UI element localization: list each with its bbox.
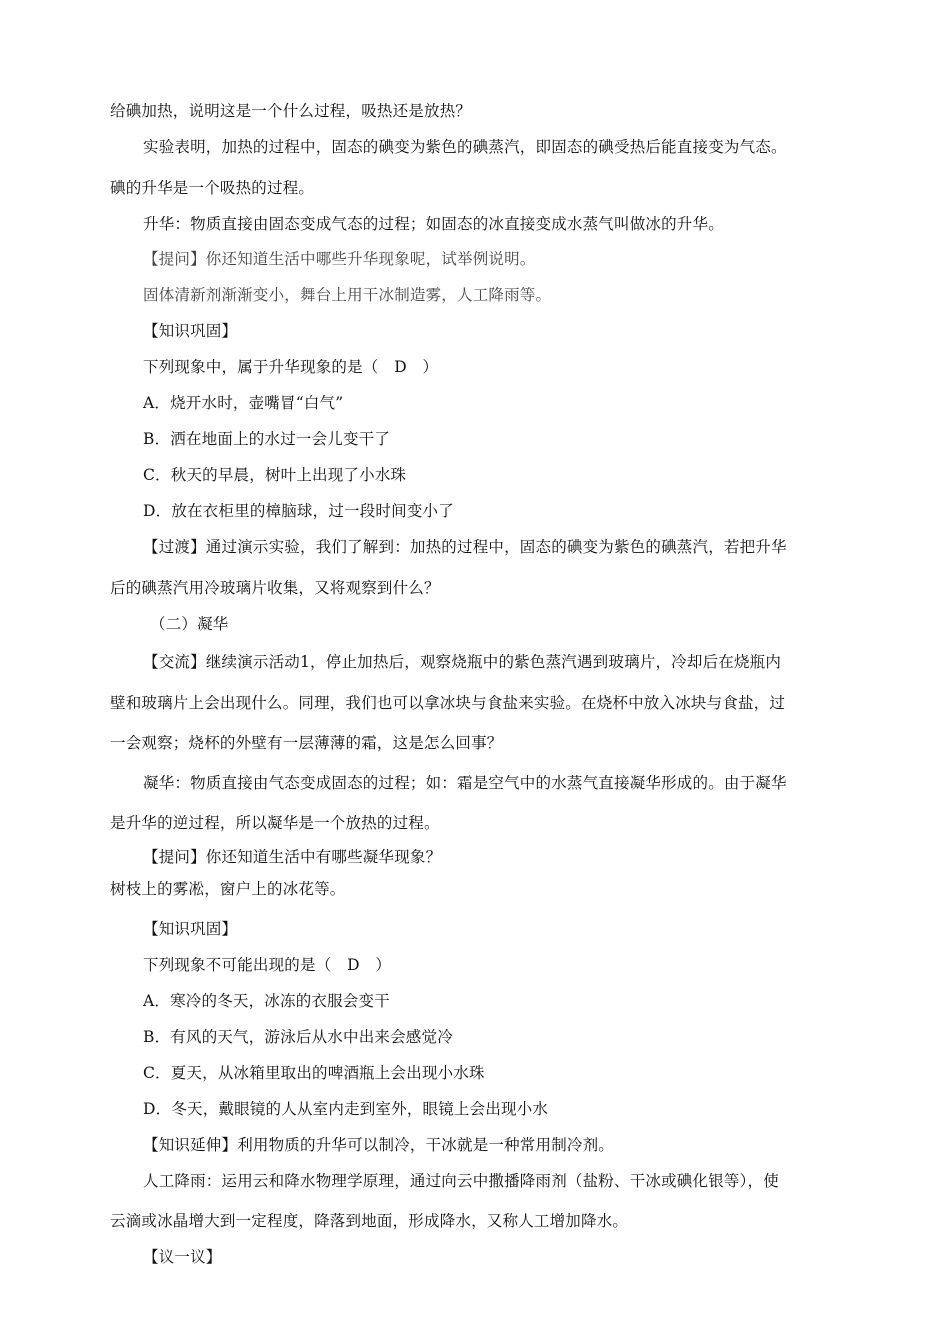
exercise-question: 下列现象中，属于升华现象的是（ D ） <box>143 358 439 376</box>
text-line: 树枝上的雾凇，窗户上的冰花等。 <box>110 880 346 898</box>
text-line: 固体清新剂渐渐变小，舞台上用干冰制造雾，人工降雨等。 <box>143 286 552 304</box>
question-line: 【提问】你还知道生活中有哪些凝华现象？ <box>143 848 442 866</box>
text-line: 凝华：物质直接由气态变成固态的过程；如：霜是空气中的水蒸气直接凝华形成的。由于凝华 <box>143 774 787 792</box>
exercise-option: D．冬天，戴眼镜的人从室内走到室外，眼镜上会出现小水 <box>143 1100 549 1118</box>
exercise-option: A．寒冷的冬天，冰冻的衣服会变干 <box>143 992 390 1010</box>
text-line: 后的碘蒸汽用冷玻璃片收集，又将观察到什么？ <box>110 579 440 597</box>
text-line: 云滴或冰晶增大到一定程度，降落到地面，形成降水，又称人工增加降水。 <box>110 1212 629 1230</box>
exercise-option: D．放在衣柜里的樟脑球，过一段时间变小了 <box>143 502 454 520</box>
section-heading: 【知识巩固】 <box>143 920 238 938</box>
text-line: 人工降雨：运用云和降水物理学原理，通过向云中撒播降雨剂（盐粉、干冰或碘化银等），使 <box>143 1172 779 1190</box>
text-line: 【知识延伸】利用物质的升华可以制冷，干冰就是一种常用制冷剂。 <box>143 1136 615 1154</box>
text-line: 升华：物质直接由固态变成气态的过程；如固态的冰直接变成水蒸气叫做冰的升华。 <box>143 215 724 233</box>
text-line: 实验表明，加热的过程中，固态的碘变为紫色的碘蒸汽，即固态的碘受热后能直接变为气态。 <box>143 138 787 156</box>
section-heading: 【议一议】 <box>143 1248 222 1266</box>
text-line: 是升华的逆过程，所以凝华是一个放热的过程。 <box>110 814 440 832</box>
exercise-option: C．秋天的早晨，树叶上出现了小水珠 <box>143 466 407 484</box>
text-line: 【过渡】通过演示实验，我们了解到：加热的过程中，固态的碘变为紫色的碘蒸汽，若把升华 <box>143 538 787 556</box>
subsection-heading: （二）凝华 <box>150 615 229 633</box>
text-line: 【交流】继续演示活动1，停止加热后，观察烧瓶中的紫色蒸汽遇到玻璃片，冷却后在烧瓶内 <box>143 653 782 671</box>
exercise-question: 下列现象不可能出现的是（ D ） <box>143 956 392 974</box>
exercise-option: B．洒在地面上的水过一会儿变干了 <box>143 430 391 448</box>
text-line: 给碘加热，说明这是一个什么过程，吸热还是放热？ <box>110 102 472 120</box>
exercise-option: C．夏天，从冰箱里取出的啤酒瓶上会出现小水珠 <box>143 1064 485 1082</box>
text-line: 一会观察；烧杯的外壁有一层薄薄的霜，这是怎么回事？ <box>110 734 503 752</box>
section-heading: 【知识巩固】 <box>143 322 238 340</box>
exercise-option: B．有风的天气，游泳后从水中出来会感觉冷 <box>143 1028 453 1046</box>
text-line: 壁和玻璃片上会出现什么。同理，我们也可以拿冰块与食盐来实验。在烧杯中放入冰块与食盐，过 <box>110 694 786 712</box>
text-line: 碘的升华是一个吸热的过程。 <box>110 179 315 197</box>
exercise-option: A．烧开水时，壶嘴冒“白气” <box>143 394 344 412</box>
question-line: 【提问】你还知道生活中哪些升华现象呢，试举例说明。 <box>143 250 536 268</box>
